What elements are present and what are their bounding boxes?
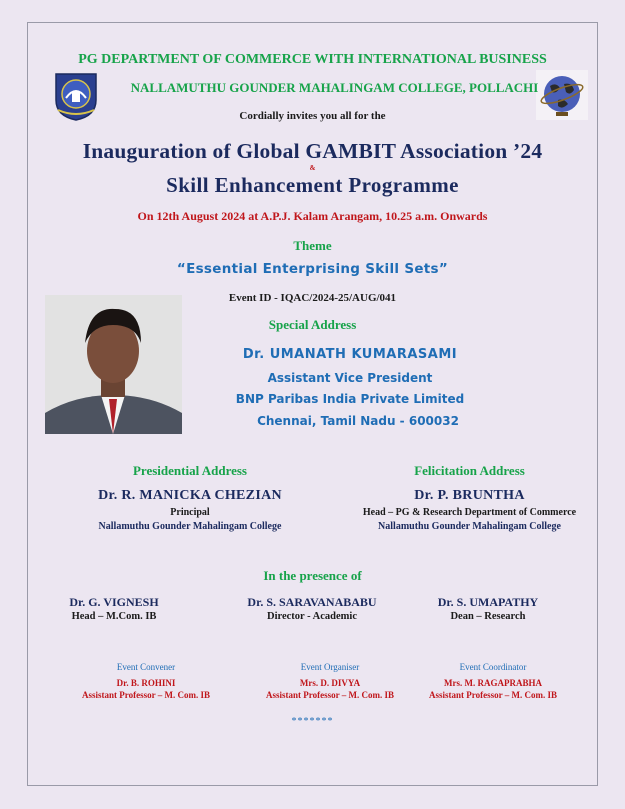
- college-name: NALLAMUTHU GOUNDER MAHALINGAM COLLEGE, POLLACHI: [130, 80, 539, 95]
- felicitation-institution: Nallamuthu Gounder Mahalingam College: [378, 521, 561, 532]
- theme-text: “Essential Enterprising Skill Sets”: [176, 261, 449, 277]
- organizer-role: Assistant Professor – M. Com. IB: [266, 690, 394, 700]
- organizer-name: Mrs. D. DIVYA: [299, 678, 361, 688]
- organizer-name: Dr. B. ROHINI: [116, 678, 176, 688]
- department-name: PG DEPARTMENT OF COMMERCE WITH INTERNATIONAL BUSINESS: [78, 52, 547, 67]
- footer-stars: *******: [291, 716, 334, 727]
- organizer-role: Assistant Professor – M. Com. IB: [429, 690, 557, 700]
- presence-name: Dr. S. SARAVANABABU: [247, 595, 377, 609]
- date-venue: On 12th August 2024 at A.P.J. Kalam Arangam, 10.25 a.m. Onwards: [137, 209, 488, 223]
- organizer-label: Event Coordinator: [459, 662, 527, 672]
- event-subtitle: Skill Enhancement Programme: [166, 173, 459, 197]
- speaker-name: Dr. UMANATH KUMARASAMI: [242, 347, 458, 362]
- felicitation-label: Felicitation Address: [414, 463, 525, 478]
- presidential-name: Dr. R. MANICKA CHEZIAN: [98, 488, 282, 503]
- organizer-name: Mrs. M. RAGAPRABHA: [444, 678, 542, 688]
- presence-role: Director - Academic: [267, 611, 357, 622]
- presence-role: Head – M.Com. IB: [71, 611, 157, 622]
- felicitation-name: Dr. P. BRUNTHA: [414, 488, 525, 503]
- presidential-institution: Nallamuthu Gounder Mahalingam College: [98, 521, 282, 532]
- organizer-role: Assistant Professor – M. Com. IB: [82, 690, 210, 700]
- theme-label: Theme: [293, 238, 332, 253]
- presence-name: Dr. S. UMAPATHY: [437, 595, 539, 609]
- speaker-organization: BNP Paribas India Private Limited: [235, 392, 465, 406]
- presidential-label: Presidential Address: [132, 463, 247, 478]
- presence-label: In the presence of: [263, 568, 362, 583]
- organizer-label: Event Organiser: [300, 662, 360, 672]
- title-ampersand: &: [309, 164, 316, 172]
- event-title: Inauguration of Global GAMBIT Association ’24: [82, 139, 543, 163]
- presence-name: Dr. G. VIGNESH: [69, 595, 159, 609]
- speaker-title: Assistant Vice President: [267, 371, 433, 385]
- invite-line: Cordially invites you all for the: [239, 110, 386, 122]
- organizer-label: Event Convener: [116, 662, 176, 672]
- event-id: Event ID - IQAC/2024-25/AUG/041: [228, 292, 397, 304]
- speaker-location: Chennai, Tamil Nadu - 600032: [257, 414, 459, 428]
- presence-role: Dean – Research: [450, 611, 526, 622]
- special-address-label: Special Address: [268, 317, 357, 332]
- speaker-photo: [45, 295, 182, 434]
- presidential-role: Principal: [170, 507, 210, 518]
- felicitation-role: Head – PG & Research Department of Commerce: [362, 507, 577, 518]
